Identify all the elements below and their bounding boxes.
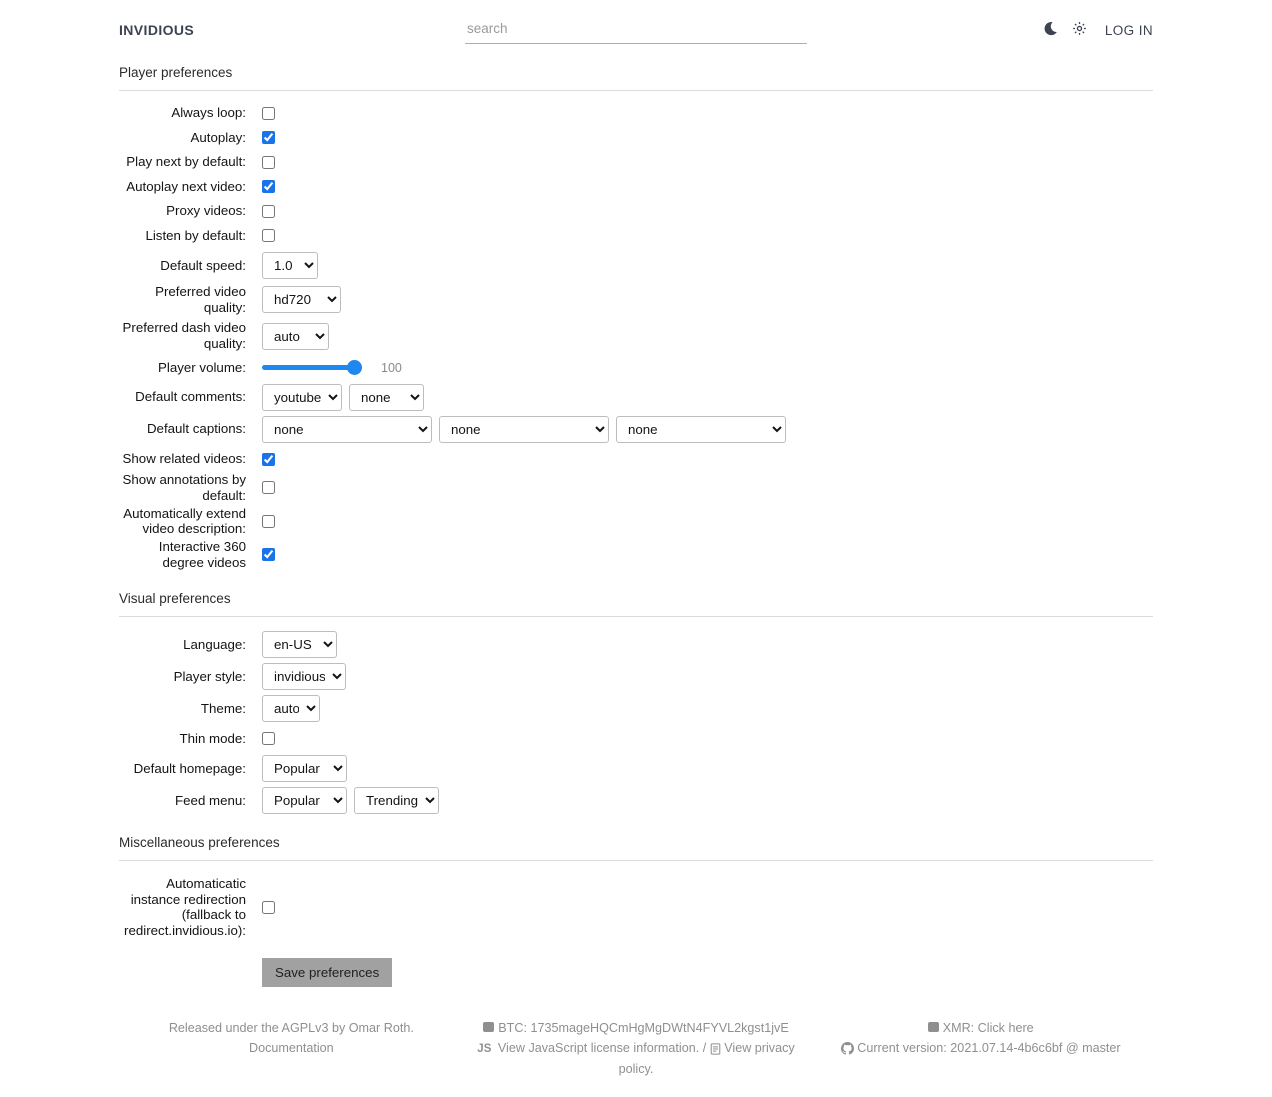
pref-row [119,876,1153,939]
pref-row [119,416,1153,443]
privacy-policy-link[interactable]: View privacy policy. [618,1040,795,1076]
autoplay-checkbox[interactable] [262,131,275,144]
always-loop-label: Always loop: [171,105,246,121]
footer-donate-column [464,1018,809,1079]
misc-preferences-heading: Miscellaneous preferences [119,835,1153,861]
play-next-label: Play next by default: [126,154,246,170]
proxy-videos-label: Proxy videos: [166,203,246,219]
pref-row [119,384,1153,411]
player-preferences-heading: Player preferences [119,65,1153,91]
btc-address: BTC: 1735mageHQCmHgMgDWtN4FYVL2kgst1jvE [498,1020,789,1035]
document-icon [710,1039,721,1059]
auto-redirect-label: Automaticatic instance redirection (fallback to redirect.invidious.io): [124,875,246,938]
thin-mode-checkbox[interactable] [262,732,275,745]
listen-default-checkbox[interactable] [262,229,275,242]
footer-license-column [119,1018,464,1079]
player-volume-label: Player volume: [158,359,246,375]
autoplay-label: Autoplay: [190,129,246,145]
default-captions-label: Default captions: [146,421,246,437]
theme-label: Theme: [200,701,246,717]
login-link[interactable]: LOG IN [1104,22,1153,38]
pref-row [119,448,1153,471]
preferred-dash-quality-label: Preferred dash video quality: [122,320,246,352]
visual-preferences-section [119,617,1153,814]
top-navbar [119,0,1153,44]
thin-mode-label: Thin mode: [179,730,246,746]
listen-default-label: Listen by default: [145,227,246,243]
show-related-label: Show related videos: [122,451,246,467]
proxy-videos-checkbox[interactable] [262,205,275,218]
gear-icon [1072,21,1087,39]
search-input[interactable] [465,17,807,44]
pref-row [119,225,1153,248]
preferred-quality-select[interactable] [262,286,341,313]
player-preferences-section [119,91,1153,570]
pref-row [119,539,1153,570]
bitcoin-icon [483,1022,494,1032]
default-captions-select-2[interactable] [439,416,609,443]
pref-row [119,506,1153,537]
save-preferences-button[interactable]: Save preferences [262,958,392,987]
default-speed-select[interactable] [262,252,318,279]
default-homepage-select[interactable] [262,755,347,782]
language-label: Language: [183,637,246,653]
autoplay-next-label: Autoplay next video: [126,178,246,194]
show-annotations-label: Show annotations by default: [122,472,246,503]
language-select[interactable] [262,631,337,658]
pref-row [119,787,1153,814]
always-loop-checkbox[interactable] [262,107,275,120]
pref-row [119,102,1153,125]
pref-row [119,357,1153,379]
default-comments-select-2[interactable] [349,384,424,411]
version-link[interactable]: Current version: 2021.07.14-4b6c6bf @ master [857,1040,1121,1055]
feed-menu-label: Feed menu: [175,792,246,808]
js-license-link[interactable]: View JavaScript license information. [497,1040,700,1055]
interactive-360-checkbox[interactable] [262,548,275,561]
footer-separator: / [702,1040,707,1055]
pref-row [119,320,1153,351]
invidious-logo[interactable]: INVIDIOUS [119,22,195,38]
pref-row [119,472,1153,503]
interactive-360-label: Interactive 360 degree videos [158,539,246,570]
default-speed-label: Default speed: [160,257,246,273]
footer-license-text: Released under the AGPLv3 by Omar Roth. [168,1020,414,1035]
player-style-label: Player style: [173,669,246,685]
pref-row [119,727,1153,750]
dark-mode-toggle[interactable] [1043,21,1058,39]
monero-icon [928,1022,939,1032]
pref-row [119,663,1153,690]
pref-row [119,284,1153,315]
misc-preferences-section [119,861,1153,987]
default-comments-select-1[interactable] [262,384,342,411]
footer [119,1018,1153,1097]
theme-select[interactable] [262,695,320,722]
player-style-select[interactable] [262,663,346,690]
page-container [119,0,1153,1097]
auto-redirect-checkbox[interactable] [262,901,275,914]
pref-row [119,252,1153,279]
pref-row [119,755,1153,782]
documentation-link[interactable]: Documentation [248,1040,334,1055]
javascript-icon: JS [477,1042,492,1055]
show-annotations-checkbox[interactable] [262,481,275,494]
xmr-link[interactable]: XMR: Click here [942,1020,1034,1035]
pref-row [119,695,1153,722]
feed-menu-select-1[interactable] [262,787,347,814]
preferred-dash-quality-select[interactable] [262,323,329,350]
preferences-button[interactable] [1072,21,1087,39]
feed-menu-select-2[interactable] [354,787,439,814]
moon-icon [1043,21,1058,39]
pref-row [119,176,1153,199]
visual-preferences-heading: Visual preferences [119,591,1153,617]
autoplay-next-checkbox[interactable] [262,180,275,193]
pref-row [119,631,1153,658]
show-related-checkbox[interactable] [262,453,275,466]
play-next-checkbox[interactable] [262,156,275,169]
pref-row [119,200,1153,223]
extend-description-checkbox[interactable] [262,515,275,528]
default-comments-label: Default comments: [135,389,246,405]
github-icon [841,1039,854,1059]
default-captions-select-1[interactable] [262,416,432,443]
default-captions-select-3[interactable] [616,416,786,443]
default-homepage-label: Default homepage: [133,760,246,776]
player-volume-value: 100 [381,360,402,375]
preferred-quality-label: Preferred video quality: [155,284,246,315]
pref-row [119,151,1153,174]
pref-row [119,127,1153,150]
footer-version-column [808,1018,1153,1079]
extend-description-label: Automatically extend video description: [123,505,246,537]
player-volume-slider[interactable] [262,361,362,375]
